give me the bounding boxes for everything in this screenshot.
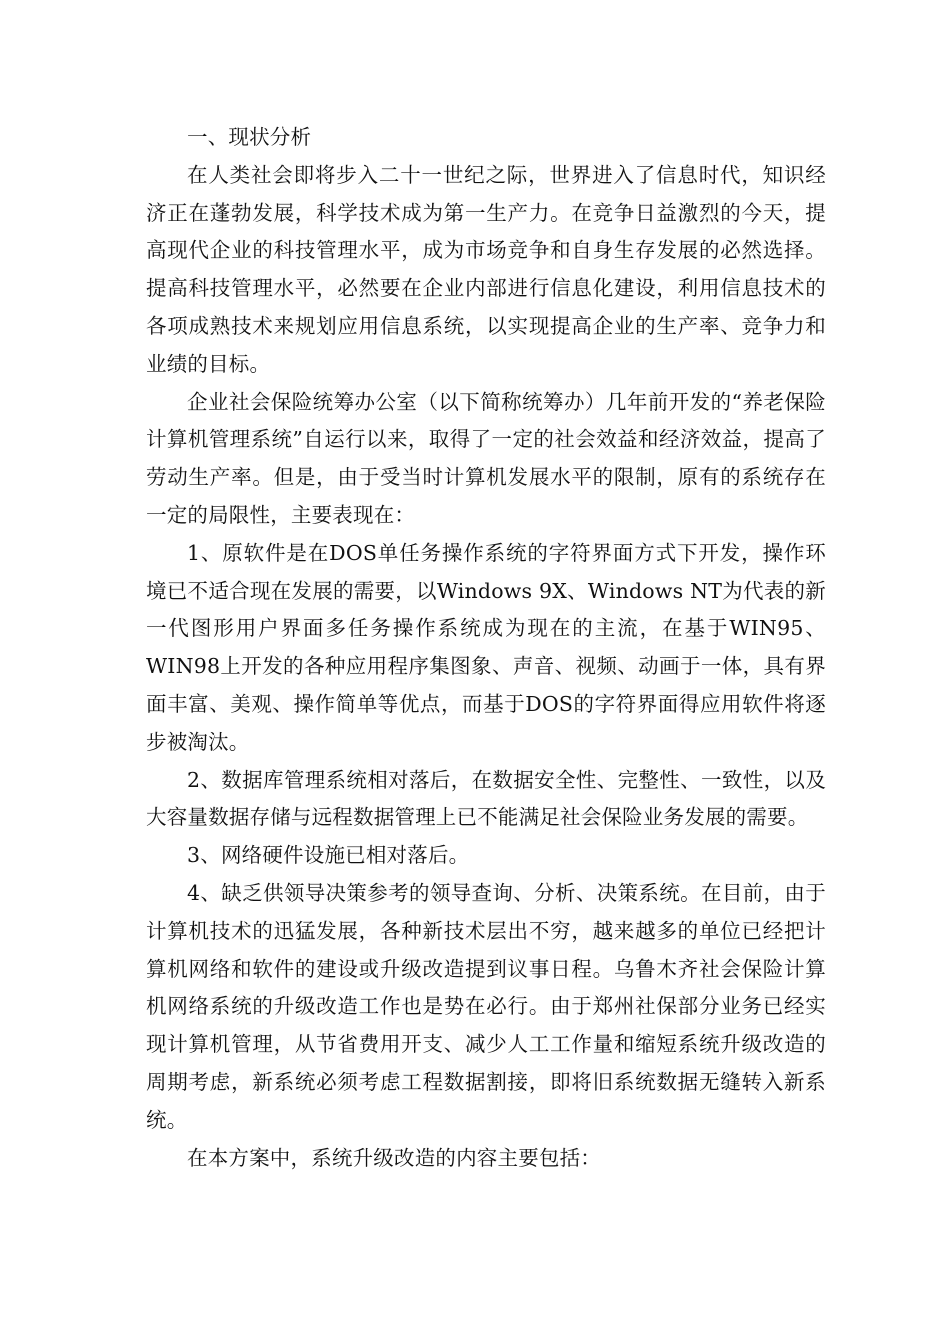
paragraph-scope: 在本方案中，系统升级改造的内容主要包括： bbox=[187, 1145, 601, 1170]
section-heading: 一、现状分析 bbox=[187, 125, 312, 149]
paragraph-item-3: 3、网络硬件设施已相对落后。 bbox=[187, 843, 470, 868]
paragraph-intro: 在人类社会即将步入二十一世纪之际，世界进入了信息时代，知识经济正在蓬勃发展，科学技术成为第一生产力。在竞争日益激烈的今天，提高现代企业的科技管理水平，成为市场竞争和自身生存发展的必然选择。提高科技管理水平，必然要在企业内部进行信息化建设，利用信息技术的各项成熟技术来规划应用信息系统，以实现提高企业的生产率、竞争力和业绩的目标。 bbox=[146, 162, 826, 376]
paragraph-item-2: 2、数据库管理系统相对落后，在数据安全性、完整性、一致性，以及大容量数据存储与远程数据管理上已不能满足社会保险业务发展的需要。 bbox=[146, 767, 826, 830]
paragraph-item-4: 4、缺乏供领导决策参考的领导查询、分析、决策系统。在目前，由于计算机技术的迅猛发展，各种新技术层出不穷，越来越多的单位已经把计算机网络和软件的建设或升级改造提到议事日程。乌鲁木齐社会保险计算机网络系统的升级改造工作也是势在必行。由于郑州社保部分业务已经实现计算机管理，从节省费用开支、减少人工工作量和缩短系统升级改造的周期考虑，新系统必须考虑工程数据割接，即将旧系统数据无缝转入新系统。 bbox=[146, 880, 826, 1132]
paragraph-background: 企业社会保险统筹办公室（以下简称统筹办）几年前开发的“养老保险计算机管理系统”自运行以来，取得了一定的社会效益和经济效益，提高了劳动生产率。但是，由于受当时计算机发展水平的限制，原有的系统存在一定的局限性，主要表现在： bbox=[146, 389, 826, 527]
document-page bbox=[146, 119, 826, 1177]
paragraph-item-1: 1、原软件是在DOS单任务操作系统的字符界面方式下开发，操作环境已不适合现在发展的需要，以Windows 9X、Windows NT为代表的新一代图形用户界面多任务操作系统成为现在的主流，在基于WIN95、WIN98上开发的各种应用程序集图象、声音、视频、动画于一体，具有界面丰富、美观、操作简单等优点，而基于DOS的字符界面得应用软件将逐步被淘汰。 bbox=[146, 540, 826, 754]
